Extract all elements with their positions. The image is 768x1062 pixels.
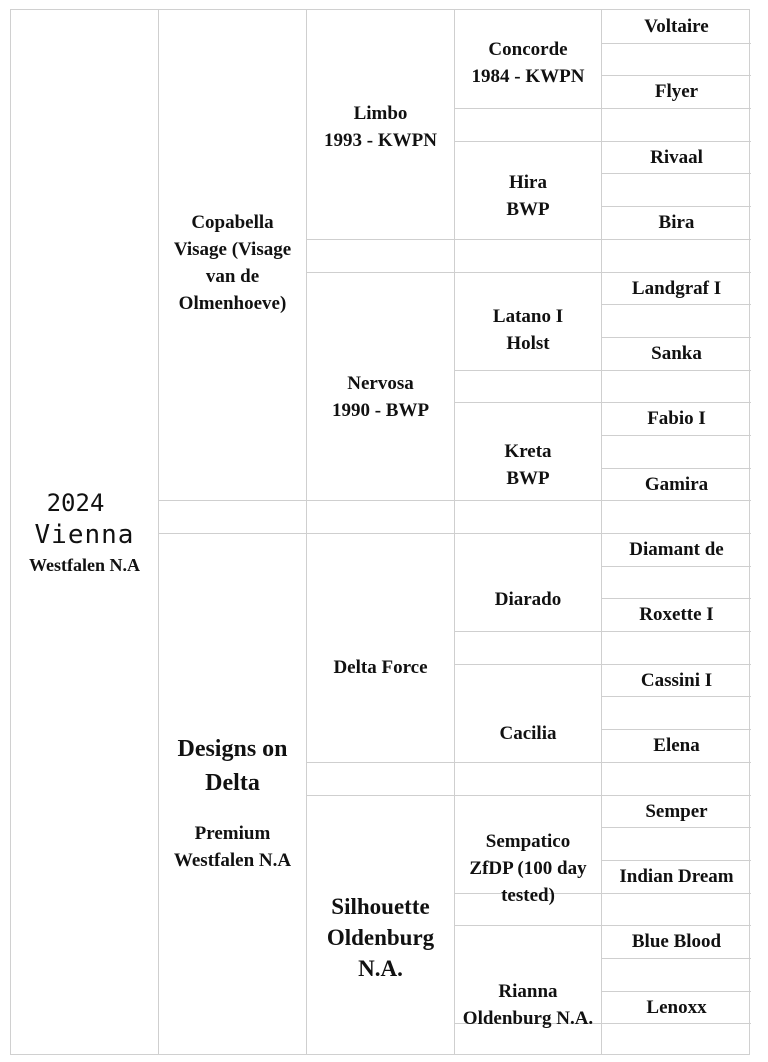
gen4-ancestor-name: Voltaire	[644, 16, 709, 37]
gen4-ancestor	[602, 272, 751, 305]
great-grandparent-cell	[455, 279, 601, 380]
gen4-ancestor-name: Flyer	[654, 81, 699, 102]
row-divider	[601, 43, 751, 44]
gen4-ancestor	[602, 598, 751, 631]
great-grandparent-detail: Holst	[506, 332, 550, 354]
grandparent-name: Limbo	[353, 103, 408, 124]
gen4-ancestor	[602, 729, 751, 762]
row-divider	[601, 893, 751, 894]
row-divider	[454, 795, 601, 796]
gen4-ancestor	[602, 860, 751, 893]
row-divider	[601, 566, 751, 567]
grandparent-name: Silhouette	[331, 893, 430, 919]
great-grandparent-cell	[455, 414, 601, 515]
sire-name: Copabella Visage (Visage van de Olmenhoeve)	[173, 211, 292, 314]
great-grandparent-cell	[455, 953, 601, 1056]
granddam-dam-side-cell	[307, 818, 454, 1056]
gen4-ancestor	[602, 75, 751, 108]
grandparent-detail: 1993 - KWPN	[324, 130, 437, 151]
great-grandparent-cell	[455, 145, 601, 246]
row-divider	[454, 533, 601, 534]
sire-cell	[159, 10, 306, 515]
great-grandparent-name: Concorde	[488, 39, 568, 60]
gen4-ancestor-name: Rivaal	[650, 147, 703, 168]
dam-registry: Premium Westfalen N.A	[173, 822, 292, 871]
pedigree-table	[10, 9, 750, 1055]
row-divider	[454, 925, 601, 926]
row-divider	[601, 108, 751, 109]
row-divider	[454, 272, 601, 273]
gen4-ancestor-name: Indian Dream	[619, 866, 734, 887]
great-grandparent-detail: BWP	[506, 467, 550, 489]
great-grandparent-name: Cacilia	[499, 723, 557, 744]
great-grandparent-name: Latano I	[492, 305, 564, 327]
gen4-ancestor-name: Cassini I	[640, 670, 713, 691]
grandparent-detail: Oldenburg N.A.	[326, 924, 435, 981]
great-grandparent-detail: BWP	[506, 198, 550, 220]
great-grandparent-cell	[455, 549, 601, 650]
gen4-ancestor-name: Sanka	[651, 343, 702, 364]
row-divider	[306, 795, 454, 796]
row-divider	[306, 272, 454, 273]
gen4-ancestor	[602, 141, 751, 174]
great-grandparent-cell	[455, 683, 601, 784]
row-divider	[601, 762, 751, 763]
gen4-ancestor-name: Landgraf I	[631, 278, 722, 299]
gen4-ancestor	[602, 337, 751, 370]
great-grandparent-detail: Oldenburg N.A.	[462, 1007, 594, 1029]
gen4-ancestor-name: Fabio I	[647, 408, 706, 429]
grandparent-detail: 1990 - BWP	[331, 400, 430, 421]
gen4-ancestor-name: Lenoxx	[646, 997, 707, 1018]
gen4-ancestor-name: Roxette I	[639, 604, 714, 625]
row-divider	[454, 402, 601, 403]
gen4-ancestor	[602, 991, 751, 1024]
row-divider	[601, 631, 751, 632]
gen4-ancestor	[602, 795, 751, 828]
grandsire-dam-side-cell	[307, 549, 454, 785]
gen4-ancestor	[602, 925, 751, 958]
great-grandparent-cell	[455, 818, 601, 919]
gen4-ancestor	[602, 206, 751, 239]
row-divider	[601, 370, 751, 371]
row-divider	[601, 239, 751, 240]
subject-registry: Westfalen N.A	[29, 555, 140, 575]
grandsire-sire-side-cell	[307, 10, 454, 246]
row-divider	[306, 533, 454, 534]
gen4-ancestor	[602, 10, 751, 43]
dam-name: Designs on Delta	[177, 735, 288, 796]
gen4-ancestor	[602, 533, 751, 566]
subject-year: 2024	[46, 489, 105, 517]
great-grandparent-name: Diarado	[494, 589, 562, 610]
granddam-sire-side-cell	[307, 279, 454, 515]
great-grandparent-cell	[455, 10, 601, 111]
row-divider	[454, 664, 601, 665]
gen4-ancestor-name: Gamira	[644, 474, 709, 495]
gen4-ancestor	[602, 402, 751, 435]
gen4-ancestor-name: Blue Blood	[631, 931, 722, 952]
gen4-ancestor	[602, 664, 751, 697]
subject-cell	[11, 10, 158, 1056]
row-divider	[601, 435, 751, 436]
row-divider	[454, 141, 601, 142]
grandparent-name: Delta Force	[333, 656, 428, 678]
great-grandparent-detail: ZfDP (100 day tested)	[469, 858, 587, 906]
row-divider	[601, 958, 751, 959]
dam-cell	[159, 549, 306, 1056]
great-grandparent-name: Kreta	[504, 440, 552, 462]
gen4-ancestor-name: Semper	[645, 801, 708, 822]
subject-name: Vienna	[34, 520, 135, 550]
row-divider	[158, 533, 306, 534]
great-grandparent-name: Rianna	[498, 980, 558, 1002]
great-grandparent-detail: 1984 - KWPN	[471, 66, 585, 87]
gen4-ancestor	[602, 468, 751, 501]
gen4-ancestor-name: Elena	[653, 735, 700, 756]
great-grandparent-name: Sempatico	[485, 831, 571, 852]
grandparent-name: Nervosa	[347, 373, 414, 394]
great-grandparent-name: Hira	[509, 171, 547, 193]
gen4-ancestor-name: Bira	[658, 212, 695, 233]
gen4-ancestor-name: Diamant de	[629, 539, 724, 560]
